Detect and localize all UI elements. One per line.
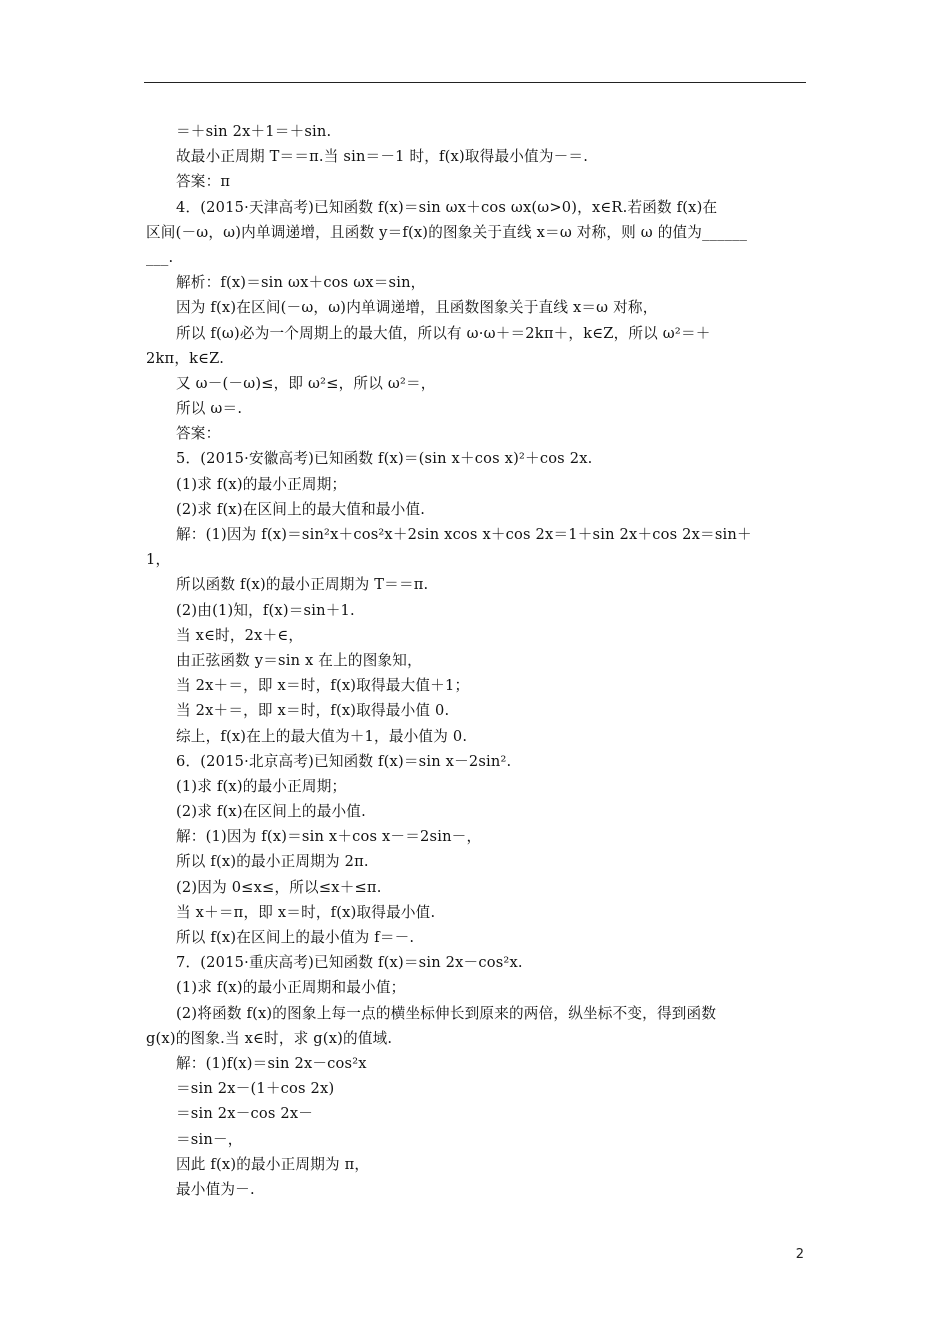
text-line: 所以 ω＝. (176, 400, 243, 418)
text-line: 由正弦函数 y＝sin x 在上的图象知， (176, 651, 422, 669)
text-line: 综上，f(x)在上的最大值为＋1，最小值为 0. (176, 727, 468, 745)
text-line: ＝sin 2x－(1＋cos 2x) (176, 1080, 335, 1098)
page-number: 2 (795, 1247, 804, 1262)
text-line: 最小值为－. (176, 1180, 255, 1198)
header-rule (144, 82, 806, 83)
text-line: (1)求 f(x)的最小正周期； (176, 777, 347, 795)
text-line: g(x)的图象.当 x∈时，求 g(x)的值域. (146, 1029, 393, 1047)
text-line: 7．(2015·重庆高考)已知函数 f(x)＝sin 2x－cos²x. (176, 954, 523, 972)
text-line: 6．(2015·北京高考)已知函数 f(x)＝sin x－2sin². (176, 752, 512, 770)
text-line: ＝＋sin 2x＋1＝＋sin. (176, 123, 332, 140)
text-line: 当 x∈时，2x＋∈， (176, 626, 304, 644)
text-line: 因为 f(x)在区间(－ω，ω)内单调递增，且函数图象关于直线 x＝ω 对称， (176, 299, 658, 317)
text-line: 解析：f(x)＝sin ωx＋cos ωx＝sin， (176, 274, 426, 292)
text-line: 又 ω－(－ω)≤，即 ω²≤，所以 ω²＝， (176, 374, 436, 392)
text-line: (2)求 f(x)在区间上的最大值和最小值. (176, 500, 426, 518)
text-line: ___. (146, 248, 174, 266)
text-line: 答案：π (176, 173, 231, 191)
text-line: 所以函数 f(x)的最小正周期为 T＝＝π. (176, 576, 429, 594)
text-line: 2kπ，k∈Z. (146, 349, 225, 367)
text-line: 所以 f(ω)必为一个周期上的最大值，所以有 ω·ω＋＝2kπ＋，k∈Z，所以 ω²＝＋ (176, 324, 711, 342)
text-line: (1)求 f(x)的最小正周期； (176, 475, 347, 493)
document-body (146, 119, 806, 1202)
text-line: (2)因为 0≤x≤，所以≤x＋≤π. (176, 878, 382, 896)
text-line: 5．(2015·安徽高考)已知函数 f(x)＝(sin x＋cos x)²＋cos 2x. (176, 450, 593, 468)
text-line: 当 2x＋＝，即 x＝时，f(x)取得最小值 0. (176, 702, 450, 720)
text-line: ＝sin－， (176, 1130, 243, 1148)
text-line: 4．(2015·天津高考)已知函数 f(x)＝sin ωx＋cos ωx(ω>0)，x∈R.若函数 f(x)在 (176, 198, 718, 216)
text-line: 区间(－ω，ω)内单调递增，且函数 y＝f(x)的图象关于直线 x＝ω 对称，则 ω 的值为______ (146, 223, 748, 241)
text-line: 1， (146, 551, 171, 569)
text-line: 故最小正周期 T＝＝π.当 sin＝－1 时，f(x)取得最小值为－＝. (176, 148, 589, 166)
text-line: (1)求 f(x)的最小正周期和最小值； (176, 979, 406, 997)
text-line: (2)求 f(x)在区间上的最小值. (176, 803, 366, 821)
text-line: (2)由(1)知，f(x)＝sin＋1. (176, 601, 355, 619)
text-line: 所以 f(x)的最小正周期为 2π. (176, 853, 369, 871)
text-line: 解：(1)因为 f(x)＝sin x＋cos x－＝2sin－， (176, 828, 482, 846)
text-line: 因此 f(x)的最小正周期为 π， (176, 1155, 370, 1173)
text-line: 当 2x＋＝，即 x＝时，f(x)取得最大值＋1； (176, 677, 470, 695)
text-line: (2)将函数 f(x)的图象上每一点的横坐标伸长到原来的两倍，纵坐标不变，得到函数 (176, 1004, 717, 1022)
text-line: 所以 f(x)在区间上的最小值为 f＝－. (176, 929, 415, 946)
text-line: 答案： (176, 425, 221, 443)
text-line: 解：(1)因为 f(x)＝sin²x＋cos²x＋2sin xcos x＋cos 2x＝1＋sin 2x＋cos 2x＝sin＋ (176, 526, 752, 543)
text-line: 解：(1)f(x)＝sin 2x－cos²x (176, 1054, 367, 1072)
text-line: 当 x＋＝π，即 x＝时，f(x)取得最小值. (176, 903, 436, 921)
text-line: ＝sin 2x－cos 2x－ (176, 1105, 314, 1123)
